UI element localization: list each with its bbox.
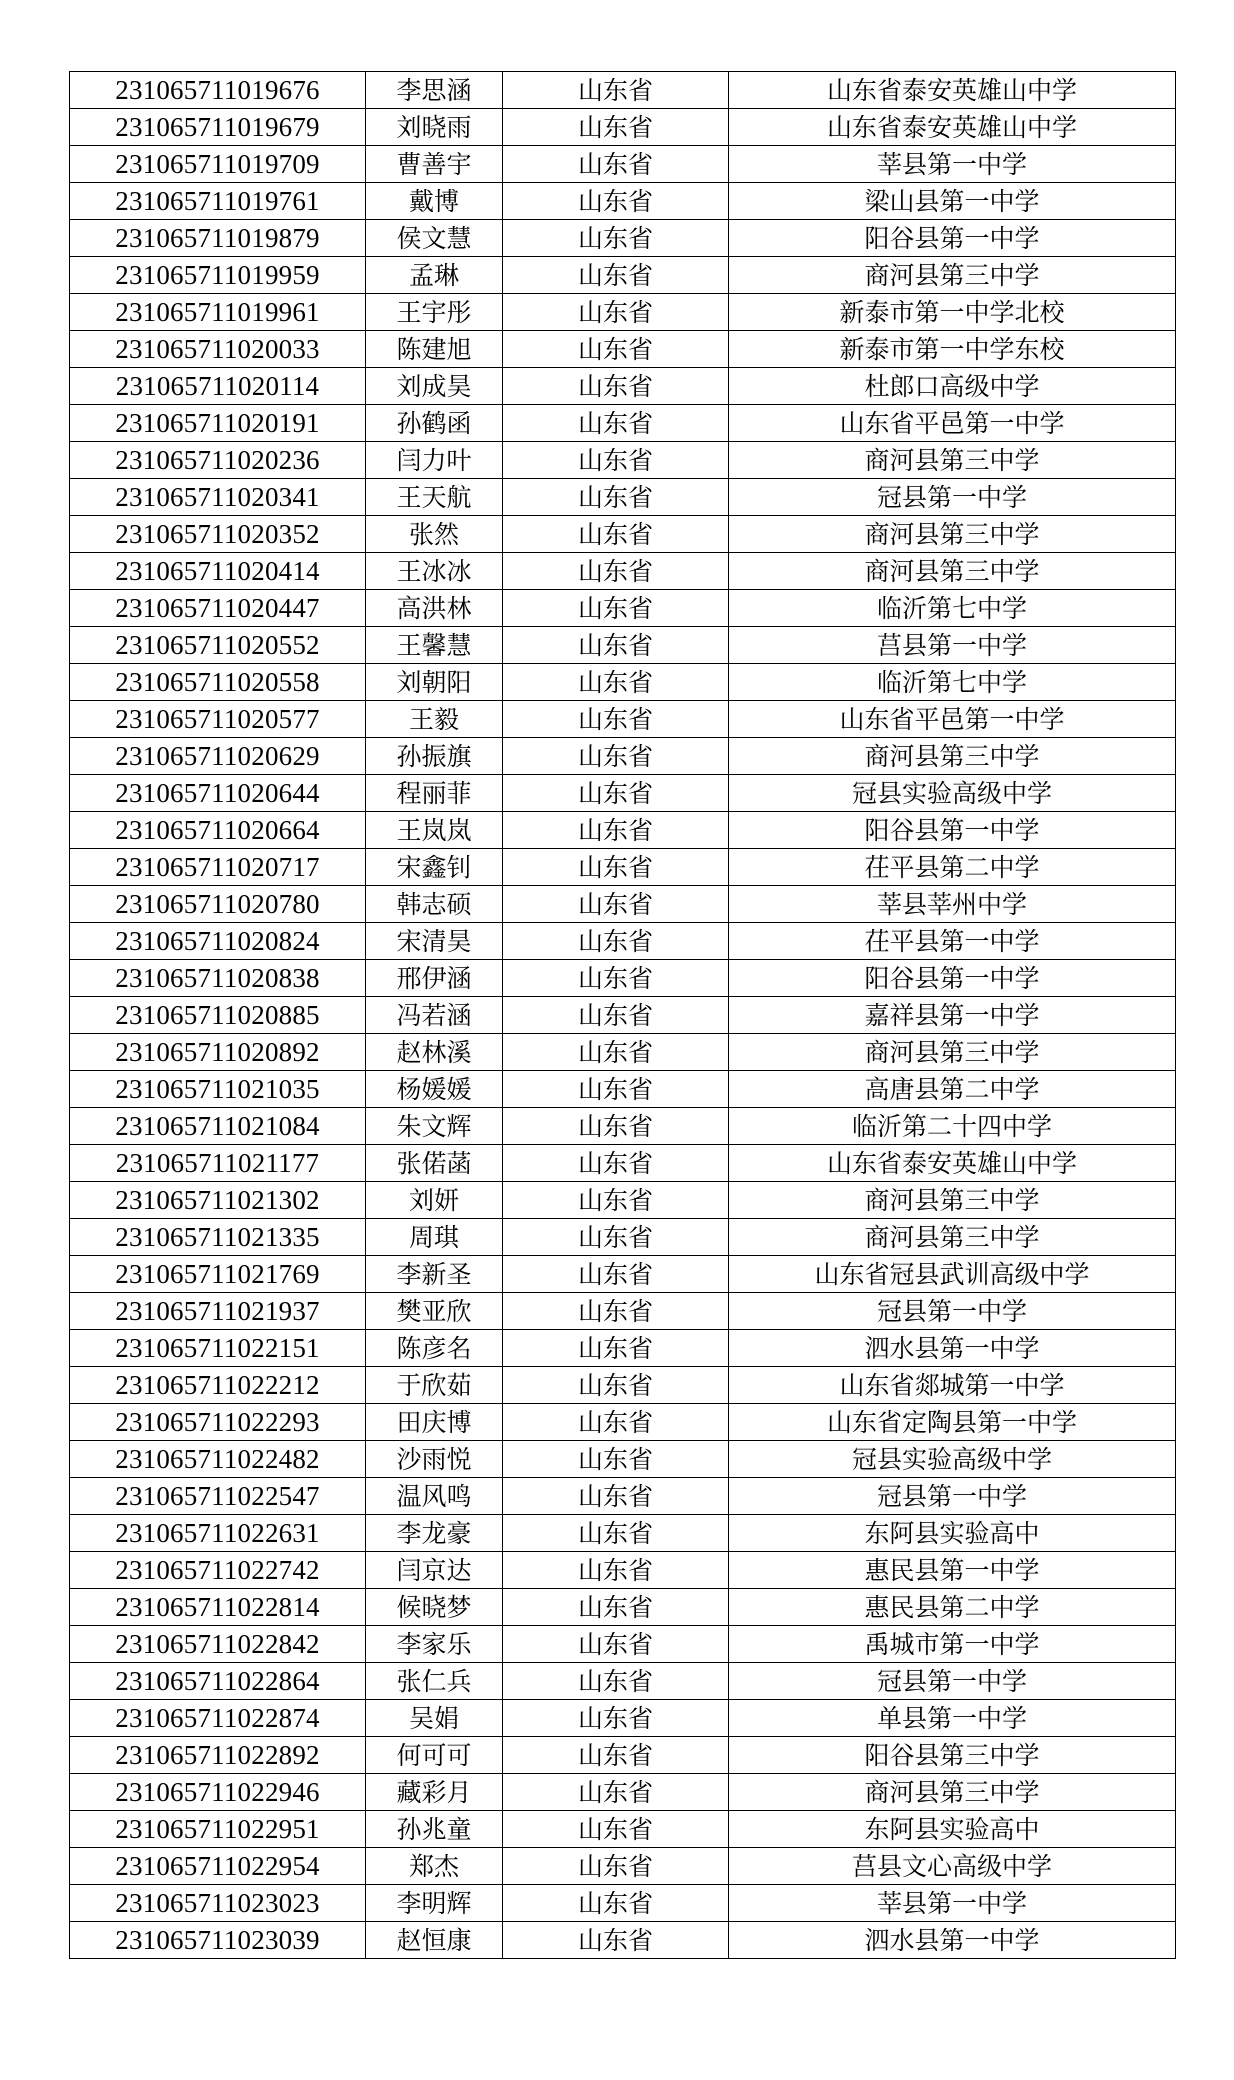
student-name-cell: 程丽菲 — [366, 775, 503, 812]
table-row — [70, 1811, 1176, 1848]
student-name-cell: 孙鹤函 — [366, 405, 503, 442]
student-name-cell: 闫力叶 — [366, 442, 503, 479]
table-row — [70, 1145, 1176, 1182]
province-cell: 山东省 — [503, 368, 729, 405]
table-row — [70, 1182, 1176, 1219]
candidate-id-cell: 231065711022742 — [70, 1552, 366, 1589]
candidate-id-cell: 231065711020191 — [70, 405, 366, 442]
candidate-id-cell: 231065711021035 — [70, 1071, 366, 1108]
candidate-id-cell: 231065711022151 — [70, 1330, 366, 1367]
province-cell: 山东省 — [503, 886, 729, 923]
table-row — [70, 109, 1176, 146]
candidate-id-cell: 231065711022946 — [70, 1774, 366, 1811]
school-cell: 商河县第三中学 — [729, 257, 1176, 294]
table-row — [70, 1552, 1176, 1589]
table-row — [70, 849, 1176, 886]
school-cell: 商河县第三中学 — [729, 1182, 1176, 1219]
candidate-id-cell: 231065711019761 — [70, 183, 366, 220]
student-name-cell: 藏彩月 — [366, 1774, 503, 1811]
candidate-id-cell: 231065711022864 — [70, 1663, 366, 1700]
student-name-cell: 李思涵 — [366, 72, 503, 109]
candidate-id-cell: 231065711022892 — [70, 1737, 366, 1774]
table-row — [70, 72, 1176, 109]
student-name-cell: 沙雨悦 — [366, 1441, 503, 1478]
table-row — [70, 812, 1176, 849]
school-cell: 商河县第三中学 — [729, 516, 1176, 553]
province-cell: 山东省 — [503, 1108, 729, 1145]
school-cell: 莘县第一中学 — [729, 146, 1176, 183]
student-name-cell: 赵林溪 — [366, 1034, 503, 1071]
school-cell: 冠县实验高级中学 — [729, 775, 1176, 812]
candidate-id-cell: 231065711019961 — [70, 294, 366, 331]
table-row — [70, 405, 1176, 442]
school-cell: 茌平县第二中学 — [729, 849, 1176, 886]
school-cell: 莘县第一中学 — [729, 1885, 1176, 1922]
province-cell: 山东省 — [503, 1034, 729, 1071]
table-row — [70, 1478, 1176, 1515]
table-row — [70, 331, 1176, 368]
table-row — [70, 701, 1176, 738]
table-row — [70, 1626, 1176, 1663]
candidate-id-cell: 231065711021084 — [70, 1108, 366, 1145]
student-name-cell: 李家乐 — [366, 1626, 503, 1663]
school-cell: 冠县第一中学 — [729, 1478, 1176, 1515]
student-name-cell: 张仁兵 — [366, 1663, 503, 1700]
candidate-id-cell: 231065711019676 — [70, 72, 366, 109]
table-row — [70, 1774, 1176, 1811]
province-cell: 山东省 — [503, 331, 729, 368]
province-cell: 山东省 — [503, 664, 729, 701]
table-row — [70, 1441, 1176, 1478]
school-cell: 莒县文心高级中学 — [729, 1848, 1176, 1885]
school-cell: 山东省郯城第一中学 — [729, 1367, 1176, 1404]
student-name-cell: 陈建旭 — [366, 331, 503, 368]
school-cell: 新泰市第一中学北校 — [729, 294, 1176, 331]
candidate-table-body — [70, 72, 1176, 1959]
province-cell: 山东省 — [503, 257, 729, 294]
student-name-cell: 王天航 — [366, 479, 503, 516]
province-cell: 山东省 — [503, 812, 729, 849]
candidate-id-cell: 231065711020892 — [70, 1034, 366, 1071]
province-cell: 山东省 — [503, 220, 729, 257]
province-cell: 山东省 — [503, 1145, 729, 1182]
student-name-cell: 王宇彤 — [366, 294, 503, 331]
candidate-id-cell: 231065711021302 — [70, 1182, 366, 1219]
school-cell: 阳谷县第一中学 — [729, 960, 1176, 997]
school-cell: 惠民县第二中学 — [729, 1589, 1176, 1626]
student-name-cell: 冯若涵 — [366, 997, 503, 1034]
province-cell: 山东省 — [503, 1737, 729, 1774]
province-cell: 山东省 — [503, 1700, 729, 1737]
student-name-cell: 曹善宇 — [366, 146, 503, 183]
table-row — [70, 1848, 1176, 1885]
student-name-cell: 吴娟 — [366, 1700, 503, 1737]
table-row — [70, 1256, 1176, 1293]
candidate-id-cell: 231065711020352 — [70, 516, 366, 553]
school-cell: 临沂第七中学 — [729, 590, 1176, 627]
school-cell: 冠县实验高级中学 — [729, 1441, 1176, 1478]
student-name-cell: 孙兆童 — [366, 1811, 503, 1848]
candidate-id-cell: 231065711022212 — [70, 1367, 366, 1404]
candidate-id-cell: 231065711021177 — [70, 1145, 366, 1182]
school-cell: 阳谷县第一中学 — [729, 220, 1176, 257]
table-row — [70, 886, 1176, 923]
province-cell: 山东省 — [503, 1922, 729, 1959]
student-name-cell: 刘成昊 — [366, 368, 503, 405]
student-name-cell: 孟琳 — [366, 257, 503, 294]
candidate-id-cell: 231065711020885 — [70, 997, 366, 1034]
province-cell: 山东省 — [503, 1848, 729, 1885]
province-cell: 山东省 — [503, 960, 729, 997]
student-name-cell: 王毅 — [366, 701, 503, 738]
province-cell: 山东省 — [503, 146, 729, 183]
school-cell: 泗水县第一中学 — [729, 1330, 1176, 1367]
student-name-cell: 王馨慧 — [366, 627, 503, 664]
province-cell: 山东省 — [503, 1626, 729, 1663]
province-cell: 山东省 — [503, 1441, 729, 1478]
province-cell: 山东省 — [503, 1182, 729, 1219]
student-name-cell: 田庆博 — [366, 1404, 503, 1441]
school-cell: 茌平县第一中学 — [729, 923, 1176, 960]
table-row — [70, 1922, 1176, 1959]
table-row — [70, 516, 1176, 553]
candidate-id-cell: 231065711022482 — [70, 1441, 366, 1478]
student-name-cell: 候晓梦 — [366, 1589, 503, 1626]
student-name-cell: 闫京达 — [366, 1552, 503, 1589]
candidate-id-cell: 231065711020341 — [70, 479, 366, 516]
school-cell: 莒县第一中学 — [729, 627, 1176, 664]
table-row — [70, 146, 1176, 183]
province-cell: 山东省 — [503, 1219, 729, 1256]
table-row — [70, 664, 1176, 701]
table-row — [70, 442, 1176, 479]
candidate-id-cell: 231065711019959 — [70, 257, 366, 294]
candidate-id-cell: 231065711020577 — [70, 701, 366, 738]
candidate-id-cell: 231065711023023 — [70, 1885, 366, 1922]
candidate-id-cell: 231065711021335 — [70, 1219, 366, 1256]
school-cell: 山东省冠县武训高级中学 — [729, 1256, 1176, 1293]
province-cell: 山东省 — [503, 1071, 729, 1108]
table-row — [70, 627, 1176, 664]
student-name-cell: 李新圣 — [366, 1256, 503, 1293]
province-cell: 山东省 — [503, 997, 729, 1034]
candidate-id-cell: 231065711020780 — [70, 886, 366, 923]
table-row — [70, 1663, 1176, 1700]
candidate-id-cell: 231065711022814 — [70, 1589, 366, 1626]
province-cell: 山东省 — [503, 1367, 729, 1404]
table-row — [70, 257, 1176, 294]
school-cell: 商河县第三中学 — [729, 738, 1176, 775]
student-name-cell: 王冰冰 — [366, 553, 503, 590]
candidate-id-cell: 231065711020236 — [70, 442, 366, 479]
table-row — [70, 1108, 1176, 1145]
province-cell: 山东省 — [503, 738, 729, 775]
province-cell: 山东省 — [503, 1330, 729, 1367]
school-cell: 商河县第三中学 — [729, 442, 1176, 479]
school-cell: 莘县莘州中学 — [729, 886, 1176, 923]
table-row — [70, 1034, 1176, 1071]
table-row — [70, 1219, 1176, 1256]
student-name-cell: 于欣茹 — [366, 1367, 503, 1404]
school-cell: 嘉祥县第一中学 — [729, 997, 1176, 1034]
table-row — [70, 183, 1176, 220]
student-name-cell: 张然 — [366, 516, 503, 553]
province-cell: 山东省 — [503, 553, 729, 590]
province-cell: 山东省 — [503, 109, 729, 146]
province-cell: 山东省 — [503, 1404, 729, 1441]
student-name-cell: 赵恒康 — [366, 1922, 503, 1959]
table-row — [70, 220, 1176, 257]
student-name-cell: 朱文辉 — [366, 1108, 503, 1145]
table-row — [70, 960, 1176, 997]
school-cell: 山东省泰安英雄山中学 — [729, 72, 1176, 109]
province-cell: 山东省 — [503, 627, 729, 664]
candidate-id-cell: 231065711023039 — [70, 1922, 366, 1959]
province-cell: 山东省 — [503, 590, 729, 627]
student-name-cell: 孙振旗 — [366, 738, 503, 775]
table-row — [70, 368, 1176, 405]
school-cell: 东阿县实验高中 — [729, 1515, 1176, 1552]
school-cell: 山东省泰安英雄山中学 — [729, 109, 1176, 146]
table-row — [70, 1404, 1176, 1441]
school-cell: 山东省定陶县第一中学 — [729, 1404, 1176, 1441]
candidate-id-cell: 231065711020824 — [70, 923, 366, 960]
school-cell: 山东省平邑第一中学 — [729, 405, 1176, 442]
table-row — [70, 479, 1176, 516]
table-row — [70, 1071, 1176, 1108]
province-cell: 山东省 — [503, 1293, 729, 1330]
school-cell: 商河县第三中学 — [729, 1034, 1176, 1071]
school-cell: 冠县第一中学 — [729, 1663, 1176, 1700]
student-name-cell: 何可可 — [366, 1737, 503, 1774]
student-name-cell: 张偌菡 — [366, 1145, 503, 1182]
province-cell: 山东省 — [503, 1774, 729, 1811]
table-row — [70, 590, 1176, 627]
candidate-table — [69, 71, 1176, 1959]
school-cell: 单县第一中学 — [729, 1700, 1176, 1737]
province-cell: 山东省 — [503, 1589, 729, 1626]
table-row — [70, 1293, 1176, 1330]
school-cell: 山东省泰安英雄山中学 — [729, 1145, 1176, 1182]
province-cell: 山东省 — [503, 516, 729, 553]
province-cell: 山东省 — [503, 72, 729, 109]
candidate-id-cell: 231065711020033 — [70, 331, 366, 368]
school-cell: 惠民县第一中学 — [729, 1552, 1176, 1589]
school-cell: 禹城市第一中学 — [729, 1626, 1176, 1663]
student-name-cell: 戴博 — [366, 183, 503, 220]
province-cell: 山东省 — [503, 442, 729, 479]
student-name-cell: 刘朝阳 — [366, 664, 503, 701]
student-name-cell: 韩志硕 — [366, 886, 503, 923]
school-cell: 东阿县实验高中 — [729, 1811, 1176, 1848]
table-row — [70, 553, 1176, 590]
student-name-cell: 周琪 — [366, 1219, 503, 1256]
province-cell: 山东省 — [503, 1478, 729, 1515]
candidate-id-cell: 231065711020558 — [70, 664, 366, 701]
table-row — [70, 1737, 1176, 1774]
school-cell: 冠县第一中学 — [729, 1293, 1176, 1330]
table-row — [70, 294, 1176, 331]
candidate-id-cell: 231065711021769 — [70, 1256, 366, 1293]
province-cell: 山东省 — [503, 1256, 729, 1293]
table-row — [70, 738, 1176, 775]
student-name-cell: 王岚岚 — [366, 812, 503, 849]
candidate-id-cell: 231065711022954 — [70, 1848, 366, 1885]
candidate-id-cell: 231065711020644 — [70, 775, 366, 812]
table-row — [70, 1885, 1176, 1922]
school-cell: 商河县第三中学 — [729, 553, 1176, 590]
student-name-cell: 刘妍 — [366, 1182, 503, 1219]
student-name-cell: 温风鸣 — [366, 1478, 503, 1515]
province-cell: 山东省 — [503, 1515, 729, 1552]
school-cell: 临沂第二十四中学 — [729, 1108, 1176, 1145]
candidate-id-cell: 231065711022631 — [70, 1515, 366, 1552]
student-name-cell: 杨媛媛 — [366, 1071, 503, 1108]
student-name-cell: 郑杰 — [366, 1848, 503, 1885]
student-name-cell: 邢伊涵 — [366, 960, 503, 997]
province-cell: 山东省 — [503, 923, 729, 960]
school-cell: 商河县第三中学 — [729, 1219, 1176, 1256]
candidate-id-cell: 231065711019709 — [70, 146, 366, 183]
school-cell: 梁山县第一中学 — [729, 183, 1176, 220]
candidate-id-cell: 231065711021937 — [70, 1293, 366, 1330]
province-cell: 山东省 — [503, 775, 729, 812]
table-row — [70, 997, 1176, 1034]
school-cell: 高唐县第二中学 — [729, 1071, 1176, 1108]
province-cell: 山东省 — [503, 1811, 729, 1848]
table-row — [70, 1589, 1176, 1626]
candidate-id-cell: 231065711020629 — [70, 738, 366, 775]
table-row — [70, 1515, 1176, 1552]
student-name-cell: 李明辉 — [366, 1885, 503, 1922]
province-cell: 山东省 — [503, 701, 729, 738]
table-row — [70, 1367, 1176, 1404]
school-cell: 阳谷县第三中学 — [729, 1737, 1176, 1774]
table-row — [70, 1700, 1176, 1737]
candidate-id-cell: 231065711022547 — [70, 1478, 366, 1515]
candidate-id-cell: 231065711020114 — [70, 368, 366, 405]
school-cell: 冠县第一中学 — [729, 479, 1176, 516]
province-cell: 山东省 — [503, 849, 729, 886]
candidate-id-cell: 231065711020414 — [70, 553, 366, 590]
school-cell: 杜郎口高级中学 — [729, 368, 1176, 405]
province-cell: 山东省 — [503, 294, 729, 331]
candidate-id-cell: 231065711022842 — [70, 1626, 366, 1663]
student-name-cell: 宋清昊 — [366, 923, 503, 960]
candidate-id-cell: 231065711020552 — [70, 627, 366, 664]
school-cell: 新泰市第一中学东校 — [729, 331, 1176, 368]
candidate-id-cell: 231065711019679 — [70, 109, 366, 146]
school-cell: 山东省平邑第一中学 — [729, 701, 1176, 738]
school-cell: 临沂第七中学 — [729, 664, 1176, 701]
school-cell: 泗水县第一中学 — [729, 1922, 1176, 1959]
province-cell: 山东省 — [503, 479, 729, 516]
student-name-cell: 陈彦名 — [366, 1330, 503, 1367]
candidate-id-cell: 231065711020717 — [70, 849, 366, 886]
school-cell: 商河县第三中学 — [729, 1774, 1176, 1811]
table-row — [70, 775, 1176, 812]
candidate-id-cell: 231065711019879 — [70, 220, 366, 257]
candidate-id-cell: 231065711022951 — [70, 1811, 366, 1848]
province-cell: 山东省 — [503, 183, 729, 220]
student-name-cell: 宋鑫钊 — [366, 849, 503, 886]
table-row — [70, 1330, 1176, 1367]
province-cell: 山东省 — [503, 1663, 729, 1700]
student-name-cell: 高洪林 — [366, 590, 503, 627]
student-name-cell: 李龙豪 — [366, 1515, 503, 1552]
province-cell: 山东省 — [503, 405, 729, 442]
student-name-cell: 樊亚欣 — [366, 1293, 503, 1330]
candidate-id-cell: 231065711022293 — [70, 1404, 366, 1441]
candidate-id-cell: 231065711022874 — [70, 1700, 366, 1737]
student-name-cell: 刘晓雨 — [366, 109, 503, 146]
school-cell: 阳谷县第一中学 — [729, 812, 1176, 849]
candidate-id-cell: 231065711020838 — [70, 960, 366, 997]
table-row — [70, 923, 1176, 960]
candidate-id-cell: 231065711020664 — [70, 812, 366, 849]
student-name-cell: 侯文慧 — [366, 220, 503, 257]
candidate-id-cell: 231065711020447 — [70, 590, 366, 627]
province-cell: 山东省 — [503, 1552, 729, 1589]
province-cell: 山东省 — [503, 1885, 729, 1922]
